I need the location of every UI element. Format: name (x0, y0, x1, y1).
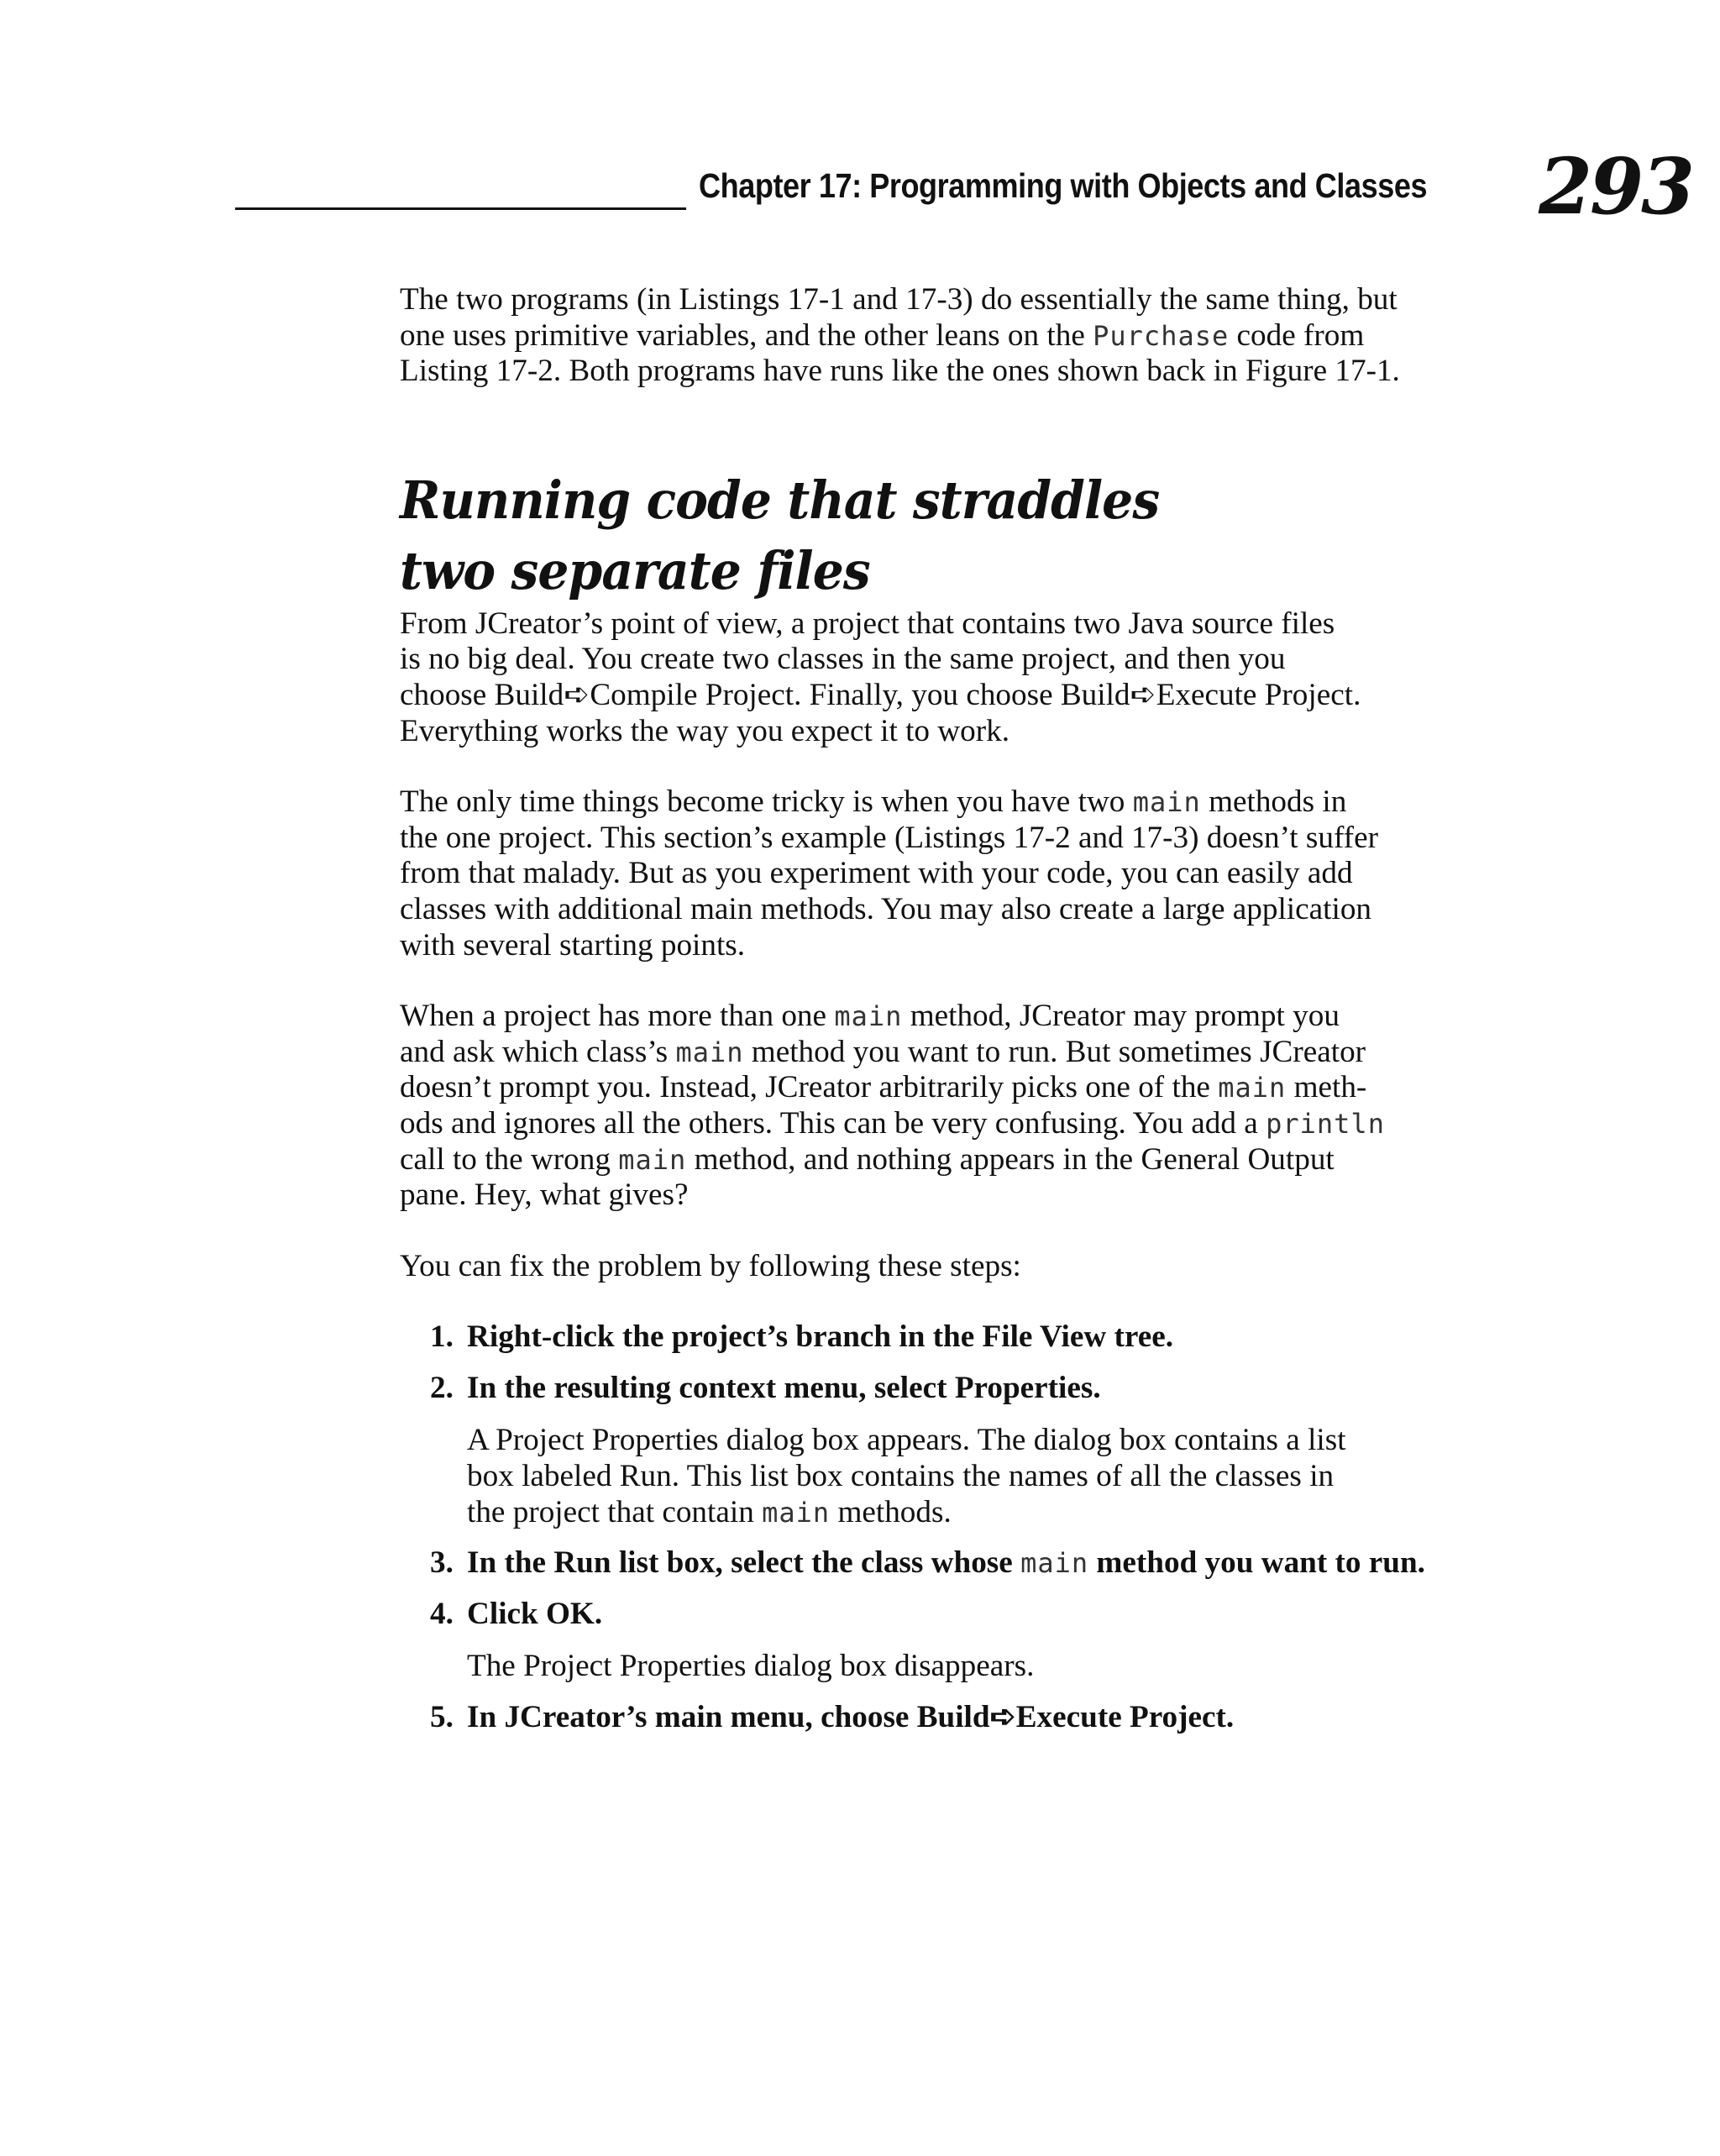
text-line: the one project. This section’s example (Listings 17-2 and 17-3) doesn’t suffer (400, 820, 1378, 855)
step-item (400, 1597, 1508, 1685)
code-main: main (1218, 1072, 1287, 1104)
steps-list (400, 1319, 1508, 1735)
text-run: code from (1229, 317, 1365, 353)
text-line (400, 784, 1508, 821)
text-line: The Project Properties dialog box disappears. (467, 1649, 1035, 1684)
step-number: 1. (430, 1319, 454, 1355)
text-line (400, 999, 1508, 1035)
text-line (400, 1070, 1508, 1106)
text-line: You can fix the problem by following these steps: (400, 1248, 1021, 1283)
text-run: The only time things become tricky is when you have two (400, 784, 1133, 820)
paragraph-2 (400, 784, 1508, 963)
step-number: 2. (430, 1370, 454, 1405)
text-line (400, 1106, 1508, 1142)
code-println: println (1266, 1107, 1385, 1140)
section-heading-line1: Running code that straddles (400, 469, 1160, 531)
paragraph-4 (400, 1249, 1508, 1285)
step-text: Right-click the project’s branch in the File View tree. (467, 1319, 1174, 1355)
step-item (400, 1545, 1508, 1582)
text-line: is no big deal. You create two classes in the same project, and then you (400, 642, 1286, 677)
code-main: main (834, 1000, 903, 1033)
section-heading (400, 465, 1442, 606)
code-main: main (1020, 1547, 1089, 1580)
text-line (400, 1142, 1508, 1178)
page-body (400, 282, 1508, 1751)
text-run: In the Run list box, select the class whose (467, 1545, 1021, 1581)
step-item (400, 1371, 1508, 1530)
step-detail (467, 1649, 1508, 1685)
text-line: Listing 17-2. Both programs have runs like the ones shown back in Figure 17-1. (400, 354, 1400, 389)
text-run: methods in (1200, 784, 1347, 820)
text-run: one uses primitive variables, and the other leans on the (400, 317, 1093, 353)
text-run: the project that contain (467, 1494, 763, 1529)
step-text (467, 1545, 1508, 1582)
intro-paragraph (400, 282, 1508, 390)
header-rule (235, 207, 686, 210)
step-number: 4. (430, 1596, 454, 1631)
step-item (400, 1319, 1508, 1356)
text-line: From JCreator’s point of view, a project that contains two Java source files (400, 606, 1335, 641)
text-line: box labeled Run. This list box contains the names of all the classes in (467, 1459, 1335, 1494)
step-text: In the resulting context menu, select Properties. (467, 1370, 1101, 1405)
text-run: method, JCreator may prompt you (902, 999, 1340, 1034)
text-line: classes with additional main methods. You may also create a large application (400, 891, 1372, 926)
text-line: A Project Properties dialog box appears. The dialog box contains a list (467, 1423, 1346, 1458)
step-text: In JCreator’s main menu, choose Build➪Execute Project. (467, 1700, 1235, 1735)
text-line: pane. Hey, what gives? (400, 1178, 689, 1213)
text-run: doesn’t prompt you. Instead, JCreator arbitrarily picks one of the (400, 1070, 1219, 1105)
text-run: method, and nothing appears in the General Output (686, 1141, 1335, 1177)
code-purchase: Purchase (1093, 319, 1230, 352)
step-detail (467, 1423, 1508, 1530)
code-main: main (762, 1496, 831, 1529)
text-run: and ask which class’s (400, 1034, 676, 1069)
text-line (400, 1035, 1508, 1071)
text-run: methods. (830, 1494, 952, 1529)
paragraph-3 (400, 999, 1508, 1214)
text-line: Everything works the way you expect it to work. (400, 713, 1010, 748)
paragraph-1 (400, 606, 1508, 749)
text-line: The two programs (in Listings 17-1 and 17-3) do essentially the same thing, but (400, 282, 1398, 317)
text-run: method you want to run. But sometimes JCreator (743, 1034, 1366, 1069)
text-run: call to the wrong (400, 1141, 619, 1177)
text-run: When a project has more than one (400, 999, 835, 1034)
step-number: 3. (430, 1545, 454, 1581)
page-number: 293 (1539, 141, 1693, 232)
code-main: main (1132, 786, 1201, 819)
step-number: 5. (430, 1700, 454, 1735)
code-main: main (618, 1143, 687, 1176)
text-line: with several starting points. (400, 927, 746, 963)
step-item (400, 1700, 1508, 1736)
text-line: choose Build➪Compile Project. Finally, you choose Build➪Execute Project. (400, 677, 1361, 712)
chapter-title: Chapter 17: Programming with Objects and Classes (699, 166, 1428, 205)
text-line (400, 318, 1508, 354)
text-line (467, 1495, 1508, 1531)
text-run: ods and ignores all the others. This can be very confusing. You add a (400, 1105, 1266, 1141)
code-main: main (675, 1036, 744, 1068)
text-line: from that malady. But as you experiment with your code, you can easily add (400, 856, 1353, 891)
text-run: meth- (1286, 1070, 1367, 1105)
section-heading-line2: two separate files (400, 539, 870, 601)
text-run: method you want to run. (1088, 1545, 1425, 1581)
step-text: Click OK. (467, 1596, 603, 1631)
